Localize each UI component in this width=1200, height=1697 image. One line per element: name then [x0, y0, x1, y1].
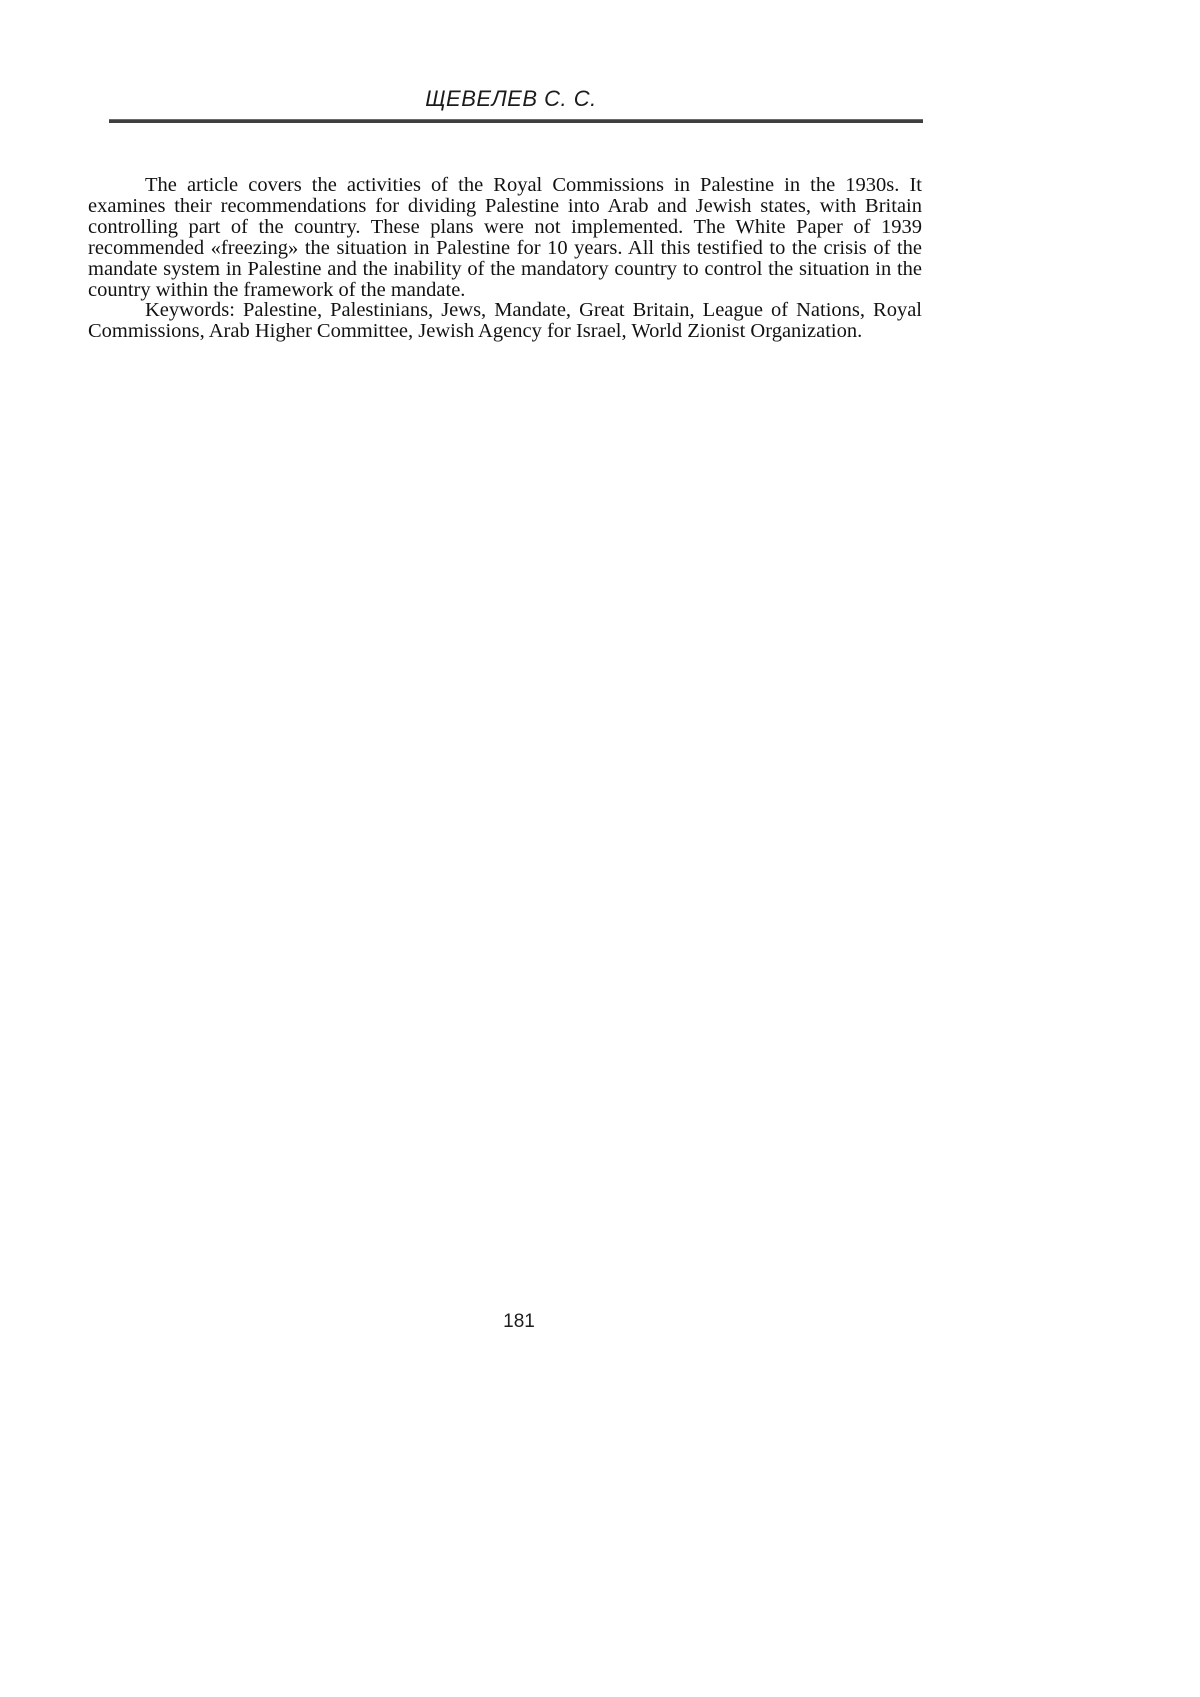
abstract-paragraph: The article covers the activities of the Royal Commissions in Palestine in the 1930s. It examines their recommendations for dividing Palestine into Arab and Jewish states, with Britain controlling part of the country. These plans were not implemented. The White Paper of 1939 recommended «freezing» the situation in Palestine for 10 years. All this testified to the crisis of the mandate system in Palestine and the inability of the mandatory country to control the situation in the country within the framework of the mandate. [88, 174, 922, 301]
running-head: ЩЕВЕЛЕВ С. С. [425, 86, 597, 111]
header-rule-divider [109, 119, 923, 123]
abstract-block [88, 175, 922, 342]
page-number: 181 [503, 1311, 535, 1332]
keywords-paragraph: Keywords: Palestine, Palestinians, Jews, Mandate, Great Britain, League of Nations, Royal Commissions, Arab Higher Committee, Jewish Agency for Israel, World Zionist Organization. [88, 299, 922, 343]
